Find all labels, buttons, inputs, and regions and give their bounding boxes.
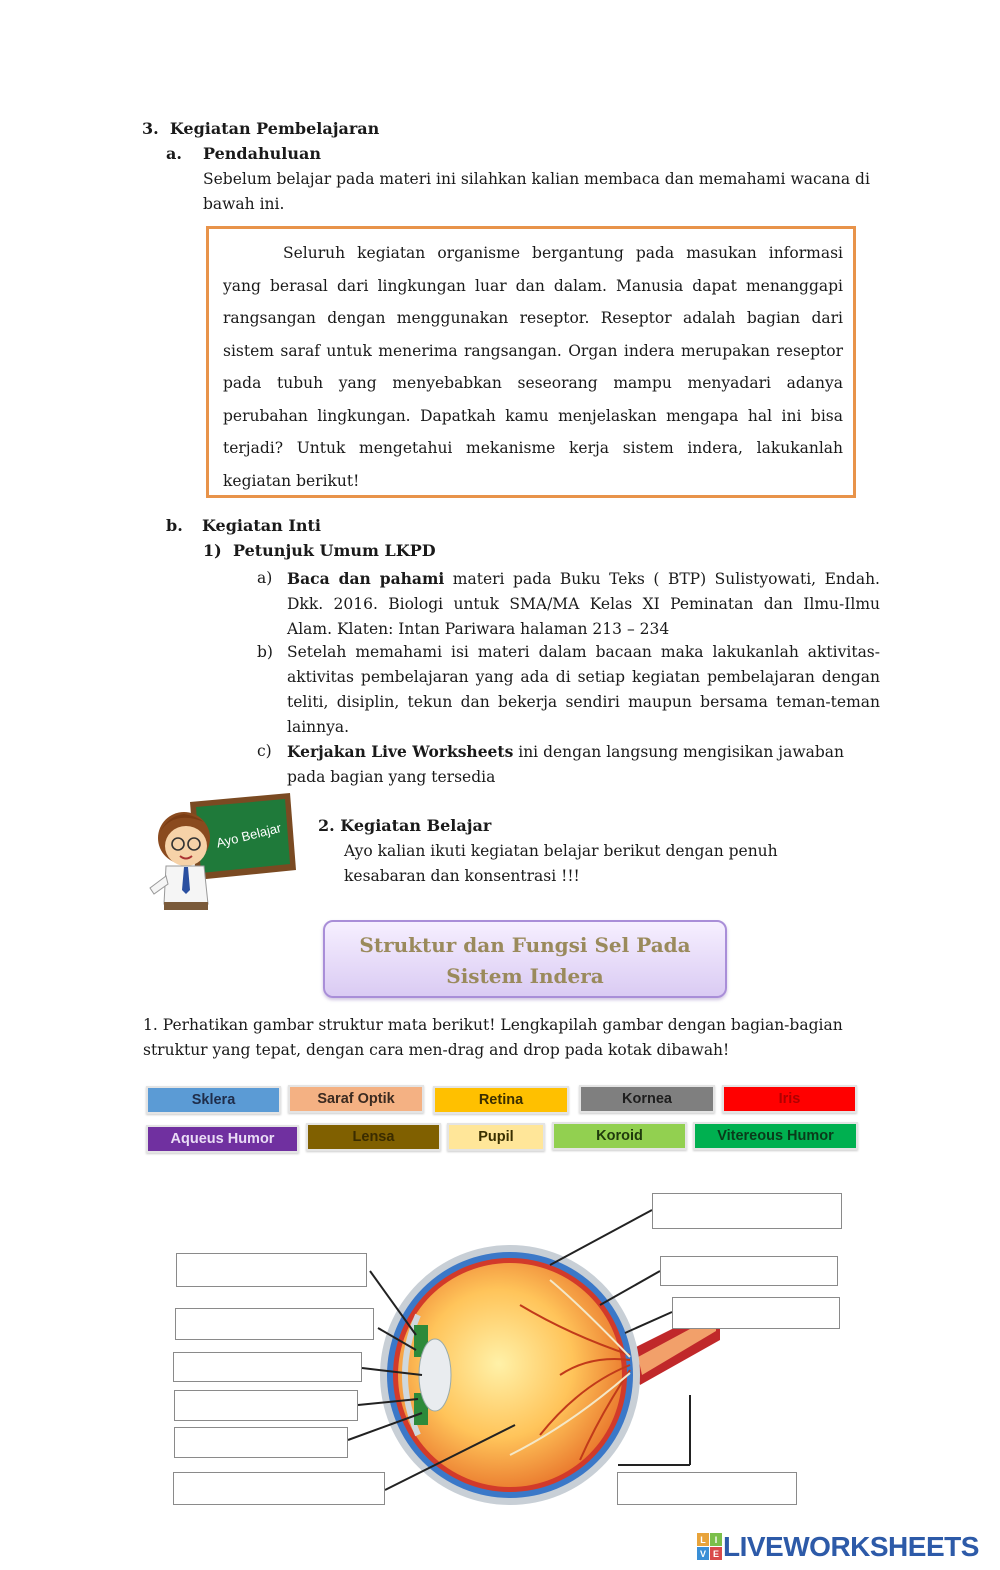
pointer-line-7 xyxy=(550,1210,652,1265)
drop-box-6[interactable] xyxy=(173,1472,385,1505)
section-title: Kegiatan Pembelajaran xyxy=(169,119,380,138)
pointer-line-8 xyxy=(600,1271,660,1305)
section-number: 3. xyxy=(142,119,159,138)
chip-sklera[interactable]: Sklera xyxy=(146,1086,281,1114)
topic-title-box xyxy=(323,920,727,998)
chip-retina[interactable]: Retina xyxy=(433,1086,569,1114)
kid-chalkboard-illustration xyxy=(144,790,304,912)
item-b xyxy=(287,640,880,740)
subheading-a-marker: a. xyxy=(166,144,182,163)
svg-text:E: E xyxy=(712,1549,720,1559)
item-b-text: Setelah memahami isi materi dalam bacaan maka lakukanlah aktivitas-aktivitas pembelajaran yang ada di setiap kegiatan pembelajaran dengan teliti, disiplin, tekun dan bekerja sendiri maupun bersama teman-teman lainnya. xyxy=(287,643,880,736)
item-c-bold: Kerjakan Live Worksheets xyxy=(287,742,514,761)
topic-title-line2: Sistem Indera xyxy=(446,964,604,988)
pointer-line-9 xyxy=(625,1312,672,1333)
item-c-marker: c) xyxy=(257,742,272,760)
drop-box-2[interactable] xyxy=(175,1308,374,1340)
svg-text:L: L xyxy=(700,1535,706,1545)
subheading-b-marker: b. xyxy=(166,516,183,535)
kegiatan-belajar-title: 2. Kegiatan Belajar xyxy=(318,816,492,835)
reading-box xyxy=(206,226,856,498)
item-c xyxy=(287,739,880,790)
svg-text:I: I xyxy=(714,1535,718,1545)
subheading-b-title: Kegiatan Inti xyxy=(202,516,321,535)
chip-lensa[interactable]: Lensa xyxy=(306,1123,441,1151)
liveworksheets-logo-icon xyxy=(697,1533,723,1561)
item-c-text: ini dengan langsung mengisikan jawaban pada bagian yang tersedia xyxy=(287,743,844,786)
item-a-bold: Baca dan pahami xyxy=(287,569,445,588)
topic-title-line1: Struktur dan Fungsi Sel Pada xyxy=(359,933,691,957)
drop-box-1[interactable] xyxy=(176,1253,367,1287)
item-a xyxy=(287,566,880,642)
board-text: Ayo Belajar xyxy=(214,820,283,851)
chip-iris[interactable]: Iris xyxy=(722,1085,857,1113)
section-heading xyxy=(142,119,379,138)
subheading-a xyxy=(166,144,182,163)
intro-paragraph: Sebelum belajar pada materi ini silahkan kalian membaca dan memahami wacana di bawah ini. xyxy=(203,170,870,213)
chip-kornea[interactable]: Kornea xyxy=(579,1085,715,1113)
kegiatan-belajar-text: Ayo kalian ikuti kegiatan belajar berikut dengan penuh kesabaran dan konsentrasi !!! xyxy=(344,842,778,885)
item-a-text: materi pada Buku Teks ( BTP) Sulistyowati, Endah. Dkk. 2016. Biologi untuk SMA/MA Kelas XI Peminatan dan Ilmu-Ilmu Alam. Klaten: Intan Pariwara halaman 213 – 234 xyxy=(287,570,880,638)
drop-box-9[interactable] xyxy=(672,1297,840,1329)
chip-saraf-optik[interactable]: Saraf Optik xyxy=(288,1085,424,1113)
chip-koroid[interactable]: Koroid xyxy=(552,1122,687,1150)
drop-box-5[interactable] xyxy=(174,1427,348,1458)
chip-pupil[interactable]: Pupil xyxy=(447,1123,545,1151)
sub1-title: Petunjuk Umum LKPD xyxy=(233,541,436,560)
svg-text:V: V xyxy=(699,1549,707,1559)
liveworksheets-logo xyxy=(697,1532,979,1562)
reading-text: Seluruh kegiatan organisme bergantung pada masukan informasi yang berasal dari lingkungan luar dan dalam. Manusia dapat menanggapi rangsangan dengan menggunakan reseptor. Reseptor adalah bagian dari sistem saraf untuk menerima rangsangan. Organ indera merupakan reseptor pada tubuh yang menyebabkan seseorang mampu menyadari adanya perubahan lingkungan. Dapatkah kamu menjelaskan mengapa hal ini bisa terjadi? Untuk mengetahui mekanisme kerja sistem indera, lakukanlah kegiatan berikut! xyxy=(223,244,843,490)
drop-box-10[interactable] xyxy=(617,1472,797,1505)
chip-vitereous-humor[interactable]: Vitereous Humor xyxy=(693,1122,858,1150)
item-a-marker: a) xyxy=(257,569,273,587)
drop-box-3[interactable] xyxy=(173,1352,362,1382)
chip-aqueus-humor[interactable]: Aqueus Humor xyxy=(146,1125,299,1153)
drop-box-8[interactable] xyxy=(660,1256,838,1286)
subheading-a-title: Pendahuluan xyxy=(203,144,321,163)
drop-box-7[interactable] xyxy=(652,1193,842,1229)
sub1-marker: 1) xyxy=(203,541,222,560)
drop-box-4[interactable] xyxy=(174,1390,358,1421)
question-text: 1. Perhatikan gambar struktur mata berikut! Lengkapilah gambar dengan bagian-bagian struktur yang tepat, dengan cara men-drag and drop pada kotak dibawah! xyxy=(143,1016,843,1059)
logo-text: LIVEWORKSHEETS xyxy=(723,1531,979,1562)
item-b-marker: b) xyxy=(257,643,273,661)
